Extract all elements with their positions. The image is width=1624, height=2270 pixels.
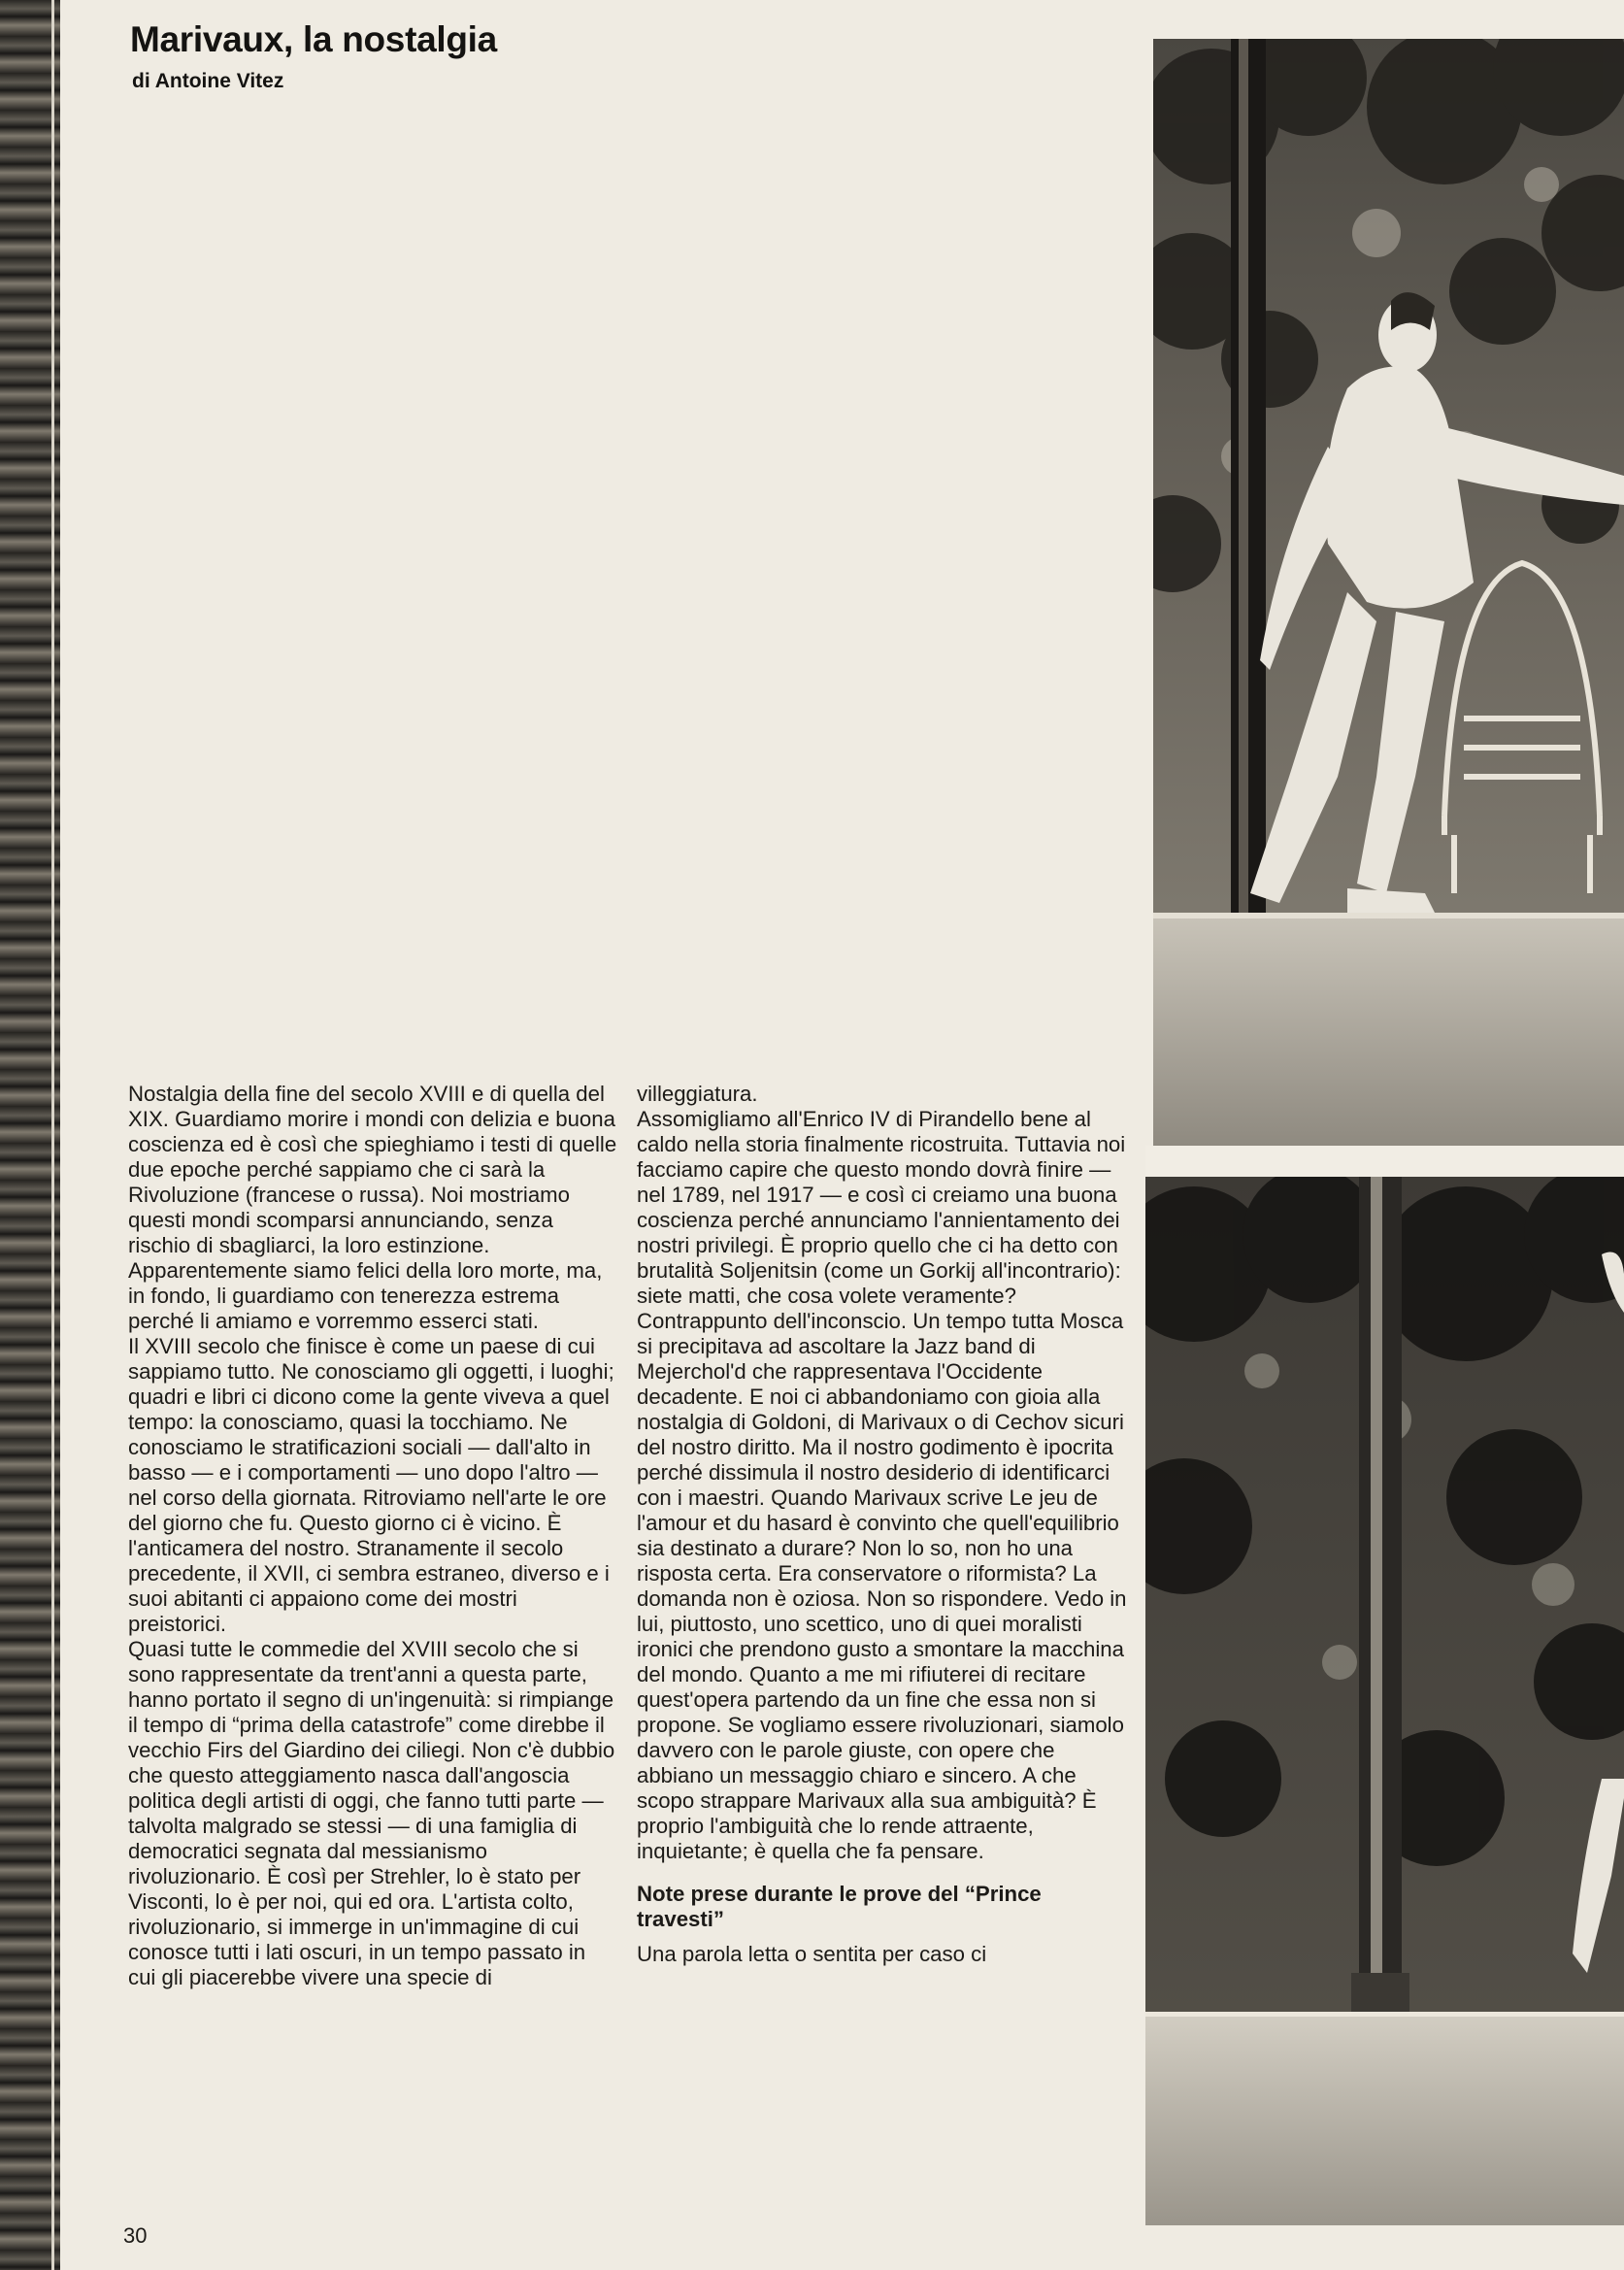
paragraph: Il XVIII secolo che finisce è come un paese di cui sappiamo tutto. Ne conosciamo gli oggetti, i luoghi; quadri e libri ci dicono come la gente viveva a quel tempo: la conosciamo, quasi la tocchiamo. Ne conosciamo le stratificazioni sociali — dall'alto in basso — e i comportamenti — uno dopo l'altro — nel corso della giornata. Ritroviamo nell'arte le ore del giorno che fu. Questo giorno ci è vicino. È l'anticamera del nostro. Stranamente il secolo precedente, il XVII, ci sembra estraneo, diverso e i suoi abitanti ci appaiono come dei mostri preistorici.: [128, 1334, 614, 1636]
paragraph: villeggiatura.: [637, 1082, 758, 1106]
paragraph: Assomigliamo all'Enrico IV di Pirandello bene al caldo nella storia finalmente ricostruita. Tuttavia noi facciamo capire che questo mondo dovrà finire — nel 1789, nel 1917 — e così ci creiamo una buona coscienza perché annunciamo l'annientamento dei nostri privilegi. È proprio quello che ci ha detto con brutalità Soljenitsin (come un Gorkij all'incontrario): siete matti, che cosa volete veramente?: [637, 1107, 1126, 1308]
page-binding-edge: [0, 0, 60, 2270]
paragraph: Contrappunto dell'inconscio. Un tempo tutta Mosca si precipitava ad ascoltare la Jazz band di Mejerchol'd che rappresentava l'Occidente decadente. E noi ci abbandoniamo con gioia alla nostalgia di Goldoni, di Marivaux o di Cechov sicuri del nostro diritto. Ma il nostro godimento è ipocrita perché dissimula il nostro desiderio di identificarci con i maestri. Quando Marivaux scrive Le jeu de l'amour et du hasard è convinto che quell'equilibrio sia destinato a durare? Non lo so, non ho una risposta certa. Era conservatore o riformista? La domanda non è oziosa. Non so rispondere. Vedo in lui, piuttosto, uno scettico, uno di quei moralisti ironici che prendono gusto a smontare la macchina del mondo. Quanto a me mi rifiuterei di recitare quest'opera partendo da un fine che essa non si propone. Se vogliamo essere rivoluzionari, siamolo davvero con le parole giuste, con opere che abbiano un messaggio chiaro e sincero. A che scopo strappare Marivaux alla sua ambiguità? È proprio l'ambiguità che lo rende attraente, inquietante; è quella che fa pensare.: [637, 1309, 1127, 1863]
text-column-left: [128, 1082, 618, 1990]
text-column-right: [637, 1082, 1127, 1967]
paragraph: Nostalgia della fine del secolo XVIII e di quella del XIX. Guardiamo morire i mondi con delizia e buona coscienza ed è così che spieghiamo i testi di quelle due epoche perché sappiamo che ci sarà la Rivoluzione (francese o russa). Noi mostriamo questi mondi scomparsi annunciando, senza rischio di sbagliarci, la loro estinzione. Apparentemente siamo felici della loro morte, ma, in fondo, li guardiamo con tenerezza estrema perché li amiamo e vorremmo esserci stati.: [128, 1082, 617, 1333]
stage-photo-top: [1153, 39, 1624, 1146]
paragraph: Quasi tutte le commedie del XVIII secolo che si sono rappresentate da trent'anni a questa parte, hanno portato il segno di un'ingenuità: si rimpiange il tempo di “prima della catastrofe” come direbbe il vecchio Firs del Giardino dei ciliegi. Non c'è dubbio che questo atteggiamento nasca dall'angoscia politica degli artisti di oggi, che fanno tutti parte — talvolta malgrado se stessi — di una famiglia di democratici segnata dal messianismo rivoluzionario. È così per Strehler, lo è stato per Visconti, lo è per noi, qui ed ora. L'artista colto, rivoluzionario, si immerge in un'immagine di cui conosce tutti i lati oscuri, in un tempo passato in cui gli piacerebbe vivere una specie di: [128, 1637, 615, 1989]
article-byline: di Antoine Vitez: [132, 70, 284, 92]
photo-separator: [1145, 1146, 1624, 1177]
stage-photo-bottom: [1145, 1177, 1624, 2225]
section-subheading: Note prese durante le prove del “Prince travesti”: [637, 1882, 1042, 1931]
paragraph: Una parola letta o sentita per caso ci: [637, 1942, 987, 1966]
article-title: Marivaux, la nostalgia: [130, 19, 497, 59]
page-number: 30: [123, 2223, 148, 2248]
